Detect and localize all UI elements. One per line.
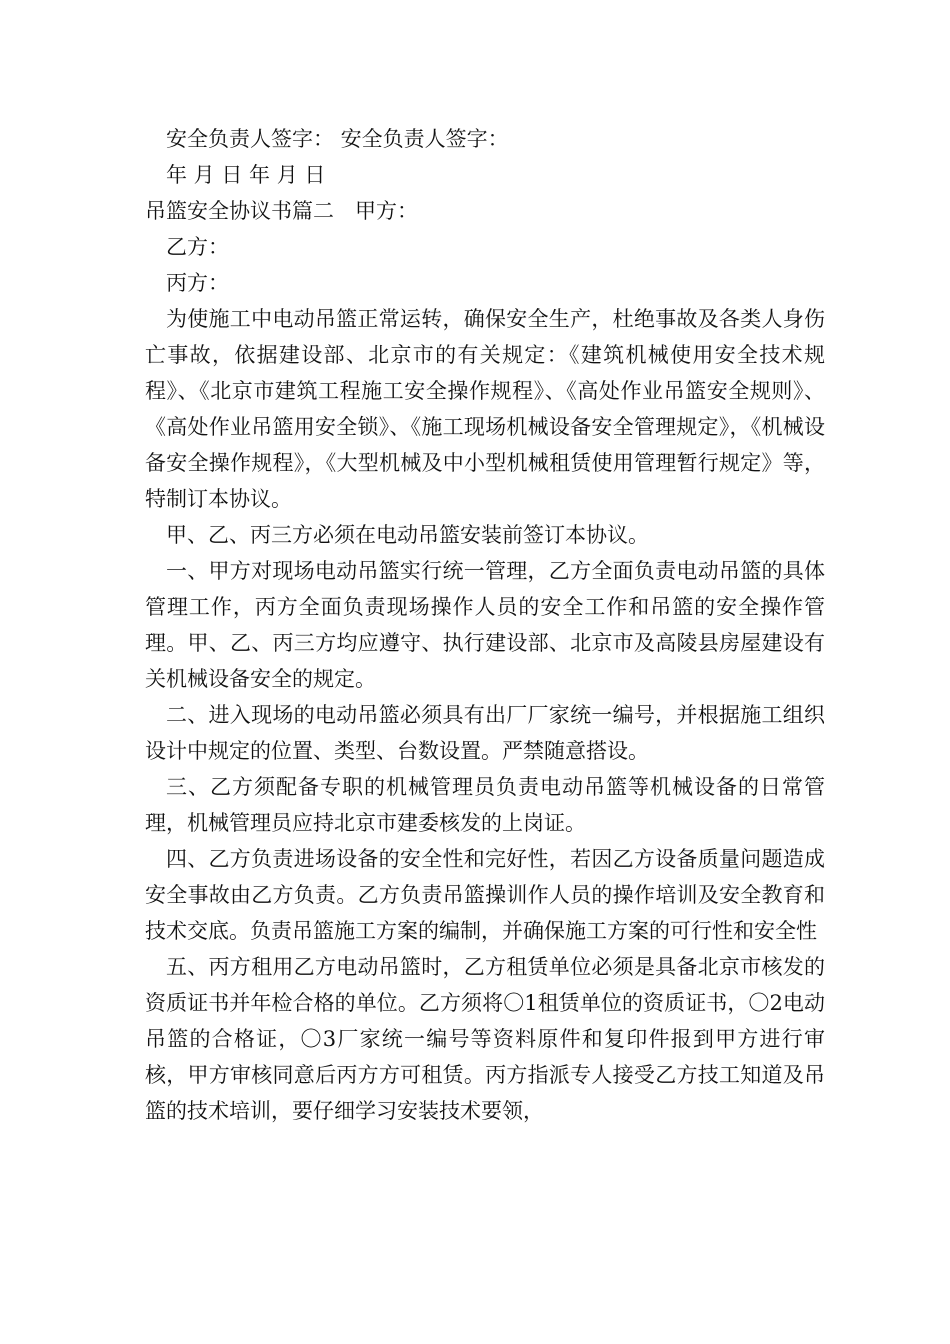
paragraph-clause-3: 三、乙方须配备专职的机械管理员负责电动吊篮等机械设备的日常管理，机械管理员应持北京市建委核发的上岗证。 bbox=[145, 775, 825, 835]
paragraph-signing: 甲、乙、丙三方必须在电动吊篮安装前签订本协议。 bbox=[166, 523, 649, 547]
party-b-label: 乙方： bbox=[166, 235, 229, 259]
paragraph-clause-2: 二、进入现场的电动吊篮必须具有出厂厂家统一编号，并根据施工组织设计中规定的位置、类型、台数设置。严禁随意搭设。 bbox=[145, 703, 825, 763]
date-line: 年 月 日 年 月 日 bbox=[166, 163, 326, 187]
party-c-label: 丙方： bbox=[166, 271, 229, 295]
paragraph-intro: 为使施工中电动吊篮正常运转，确保安全生产，杜绝事故及各类人身伤亡事故，依据建设部、北京市的有关规定：《建筑机械使用安全技术规程》、《北京市建筑工程施工安全操作规程》、《高处作业吊篮安全规则》、《高处作业吊篮用安全锁》、《施工现场机械设备安全管理规定》，《机械设备安全操作规程》，《大型机械及中小型机械租赁使用管理暂行规定》等，特制订本协议。 bbox=[145, 307, 825, 511]
signature-line: 安全负责人签字： 安全负责人签字： bbox=[166, 127, 509, 151]
paragraph-clause-1: 一、甲方对现场电动吊篮实行统一管理，乙方全面负责电动吊篮的具体管理工作，丙方全面负责现场操作人员的安全工作和吊篮的安全操作管理。甲、乙、丙三方均应遵守、执行建设部、北京市及高陵县房屋建设有关机械设备安全的规定。 bbox=[145, 559, 825, 691]
paragraph-clause-5: 五、丙方租用乙方电动吊篮时，乙方租赁单位必须是具备北京市核发的资质证书并年检合格的单位。乙方须将〇1租赁单位的资质证书，〇2电动吊篮的合格证，〇3厂家统一编号等资料原件和复印件报到甲方进行审核，甲方审核同意后丙方方可租赁。丙方指派专人接受乙方技工知道及吊篮的技术培训，要仔细学习安装技术要领， bbox=[145, 955, 825, 1123]
section-heading: 吊篮安全协议书篇二 甲方： bbox=[145, 199, 418, 223]
paragraph-clause-4: 四、乙方负责进场设备的安全性和完好性，若因乙方设备质量问题造成安全事故由乙方负责。乙方负责吊篮操训作人员的操作培训及安全教育和技术交底。负责吊篮施工方案的编制，并确保施工方案的可行性和安全性 bbox=[145, 847, 825, 943]
document-body bbox=[145, 121, 825, 1129]
